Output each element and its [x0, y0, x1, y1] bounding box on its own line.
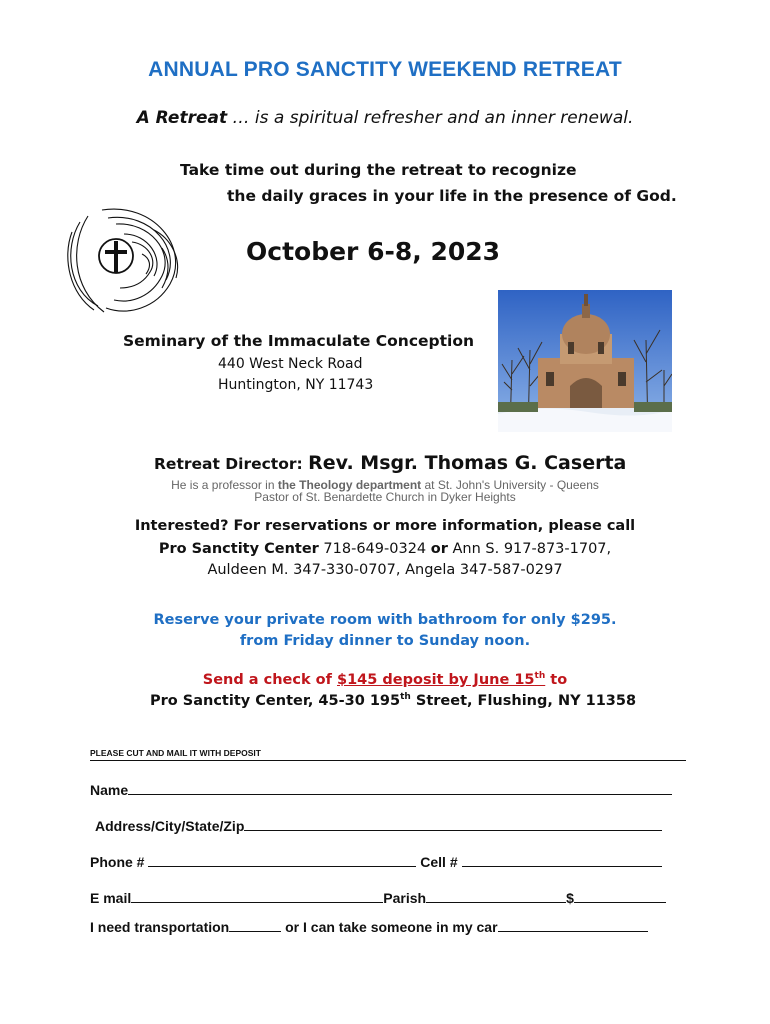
contact-or: or	[430, 541, 448, 557]
director-label: Retreat Director:	[154, 455, 309, 473]
car-label: or I can take someone in my car	[281, 919, 498, 935]
form-row-name	[90, 780, 672, 798]
cut-label: PLEASE CUT AND MAIL IT WITH DEPOSIT	[90, 748, 261, 758]
mail-sup: th	[400, 692, 411, 702]
contact-ann: Ann S. 917-873-1707,	[447, 541, 612, 557]
retreat-director	[154, 452, 626, 474]
venue-address-line-1: 440 West Neck Road	[218, 356, 363, 372]
mailing-address	[150, 692, 636, 709]
name-label: Name	[90, 782, 129, 798]
cross-circle-logo-icon	[58, 208, 193, 320]
dollar-label: $	[566, 890, 574, 906]
deposit-suffix: to	[545, 671, 568, 688]
phone-label: Phone #	[90, 854, 149, 870]
mail-part-a: Pro Sanctity Center, 45-30 195	[150, 692, 401, 709]
form-row-transport	[90, 917, 648, 935]
take-time-line-1: Take time out during the retreat to recognize	[180, 161, 577, 179]
transport-field[interactable]	[229, 917, 281, 932]
director-name: Rev. Msgr. Thomas G. Caserta	[308, 452, 627, 474]
deposit-amount	[337, 672, 545, 688]
form-row-phone	[90, 852, 662, 870]
venue-address-line-2: Huntington, NY 11743	[218, 377, 374, 393]
tagline	[0, 108, 770, 128]
car-field[interactable]	[498, 917, 648, 932]
name-field[interactable]	[128, 780, 672, 795]
transport-label: I need transportation	[90, 919, 230, 935]
tagline-rest: … is a spiritual refresher and an inner renewal.	[227, 108, 634, 128]
address-label: Address/City/State/Zip	[95, 818, 245, 834]
contact-line-2	[0, 541, 770, 557]
cell-label: Cell #	[416, 854, 462, 870]
event-date: October 6-8, 2023	[246, 237, 501, 266]
address-field[interactable]	[244, 816, 662, 831]
room-offer-line-2: from Friday dinner to Sunday noon.	[239, 633, 531, 649]
seminary-building-photo	[498, 290, 672, 432]
mail-part-b: Street, Flushing, NY 11358	[410, 692, 637, 709]
deposit-amount-text: $145 deposit by June 15	[337, 671, 535, 688]
deposit-instruction	[0, 671, 770, 688]
contact-center-phone: 718-649-0324	[318, 541, 431, 557]
page-title: ANNUAL PRO SANCTITY WEEKEND RETREAT	[148, 58, 622, 81]
amount-field[interactable]	[574, 888, 666, 903]
director-bio-line-2: Pastor of St. Benardette Church in Dyker Heights	[254, 490, 516, 504]
email-label: E mail	[90, 890, 132, 906]
contact-center-name: Pro Sanctity Center	[158, 541, 319, 557]
bio-part-b: the Theology department	[277, 478, 422, 492]
bio-part-a: He is a professor in	[171, 478, 278, 492]
venue-name: Seminary of the Immaculate Conception	[123, 332, 475, 350]
room-offer-line-1: Reserve your private room with bathroom for only $295.	[153, 612, 617, 628]
phone-field[interactable]	[148, 852, 416, 867]
take-time-line-2: the daily graces in your life in the presence of God.	[227, 187, 677, 205]
email-field[interactable]	[131, 888, 383, 903]
contact-line-3: Auldeen M. 347-330-0707, Angela 347-587-0297	[207, 562, 563, 578]
form-row-address	[95, 816, 662, 834]
contact-line-1: Interested? For reservations or more information, please call	[134, 518, 636, 534]
deposit-prefix: Send a check of	[202, 671, 337, 688]
parish-field[interactable]	[426, 888, 566, 903]
bio-part-c: at St. John's University - Queens	[421, 478, 599, 492]
deposit-sup: th	[534, 671, 546, 681]
form-row-email	[90, 888, 666, 906]
cell-field[interactable]	[462, 852, 662, 867]
parish-label: Parish	[383, 890, 427, 906]
tagline-bold: A Retreat	[136, 108, 228, 128]
cut-line-divider	[90, 760, 686, 761]
